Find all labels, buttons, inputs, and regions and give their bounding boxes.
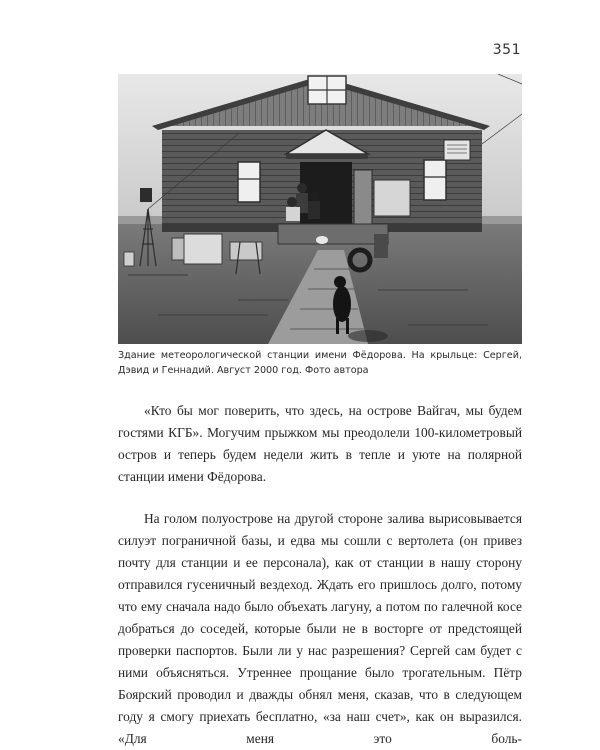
left-window: [238, 162, 260, 202]
station-photo: [118, 74, 522, 344]
loudspeaker: [140, 188, 152, 202]
page-number: 351: [492, 42, 521, 58]
paragraph-2: На голом полуострове на другой стороне залива вырисовывается силуэт пограничной базы, и едва мы сошли с вертолета (он привез почту для станции и ее персонала), как от станции в нашу сторону отправился гусеничный вездеход. Ждать его пришлось долго, потому что ему сначала надо было объехать лагуну, а потом по галечной косе добраться до соседей, которые были не в восторге от предстоящей проверки паспортов. Были ли у нас разрешения? Сергей сам будет с ними объясняться. Утреннее прощание было трогательным. Пётр Боярский проводил и дважды обнял меня, сказав, что в следующем году я смогу приехать бесплатно, «за наш счет», как он выразился. «Для меня это боль-: [118, 511, 522, 746]
porch-deck: [278, 224, 388, 244]
body-text: [118, 400, 522, 750]
open-door-leaf: [354, 170, 372, 228]
notice-board: [374, 180, 410, 216]
right-window: [424, 160, 446, 200]
figure-caption: Здание метеорологической станции имени Фёдорова. На крыльце: Сергей, Дэвид и Геннадий. Август 2000 год. Фото автора: [118, 350, 522, 376]
station-sign: [444, 140, 470, 160]
white-dog: [316, 236, 328, 244]
paragraph-1: «Кто бы мог поверить, что здесь, на острове Вайгач, мы будем гостями КГБ». Могучим прыжком мы преодолели 100-километровый остров и теперь будем недели жить в тепле и уюте на полярной станции имени Фёдорова.: [118, 403, 522, 484]
barrel: [374, 234, 388, 258]
station-photo-illustration: [118, 74, 522, 344]
